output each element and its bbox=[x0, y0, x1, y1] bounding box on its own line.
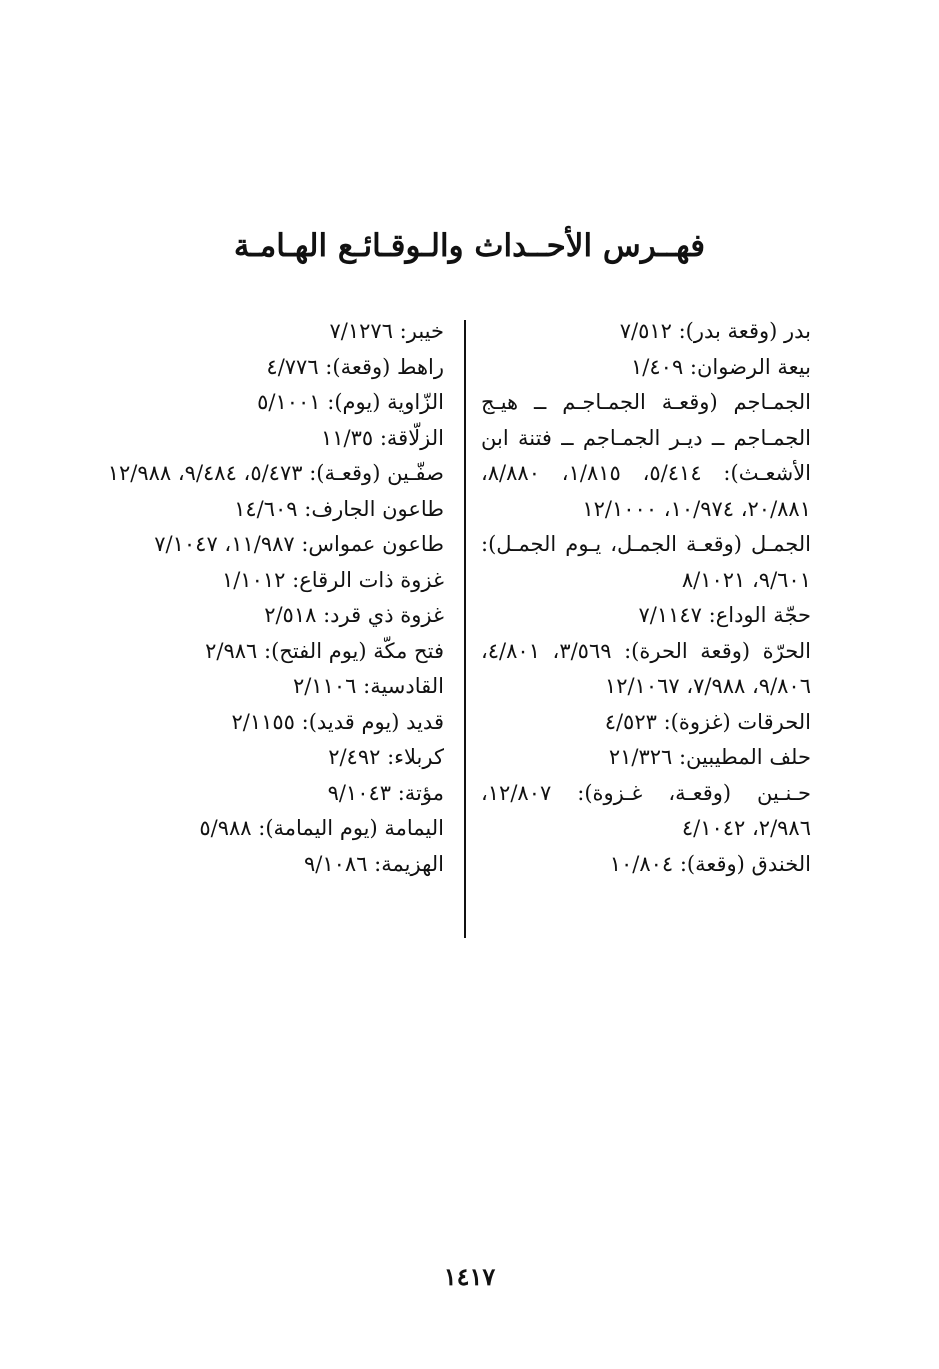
index-entry-text: فتح مكّة (يوم الفتح): ٢/٩٨٦ bbox=[205, 638, 444, 663]
index-column-left bbox=[104, 314, 444, 882]
index-entry-rahit bbox=[104, 350, 444, 386]
index-entry-al-harra bbox=[481, 634, 811, 705]
index-entry-text: القادسية: ٢/١١٠٦ bbox=[292, 674, 444, 698]
page-title: فهــرس الأحــداث والـوقـائـع الهـامـة bbox=[233, 228, 706, 264]
index-entry-al-zallaqa bbox=[104, 421, 444, 457]
index-entry-bayat-al-ridwan bbox=[481, 350, 811, 386]
index-entry-dhat-al-riqa bbox=[104, 563, 444, 599]
index-entry-al-huruqat bbox=[481, 705, 811, 741]
index-entry-text: غزوة ذي قرد: ٢/٥١٨ bbox=[264, 603, 444, 627]
index-entry-al-qadisiyya bbox=[104, 669, 444, 705]
index-entry-hajjat-al-wada bbox=[481, 598, 811, 634]
index-entry-al-hazima bbox=[104, 847, 444, 883]
index-entry-text: الزلّاقة: ١١/٣٥ bbox=[320, 425, 444, 450]
index-entry-fath-makka bbox=[104, 634, 444, 670]
page-number: ١٤١٧ bbox=[443, 1262, 496, 1291]
index-entry-al-yamama bbox=[104, 811, 444, 847]
index-entry-text: الحرقات (غزوة): ٤/٥٢٣ bbox=[604, 709, 811, 734]
index-entry-al-jamajim bbox=[481, 385, 811, 527]
index-entry-text: بدر (وقعة بدر): ٧/٥١٢ bbox=[619, 319, 811, 343]
index-entry-text: طاعون عمواس: ١١/٩٨٧، ٧/١٠٤٧ bbox=[154, 532, 444, 556]
index-entry-text: حجّة الوداع: ٧/١١٤٧ bbox=[638, 603, 811, 627]
index-entry-al-khandaq bbox=[481, 847, 811, 883]
index-entry-hunayn bbox=[481, 776, 811, 847]
index-entry-text: صفّـين (وقعـة): ٥/٤٧٣، ٩/٤٨٤، ١٢/٩٨٨ bbox=[107, 461, 444, 485]
index-entry-text: كربلاء: ٢/٤٩٢ bbox=[328, 745, 444, 769]
index-entry-text: مؤتة: ٩/١٠٤٣ bbox=[327, 780, 444, 805]
index-entry-text: طاعون الجارف: ١٤/٦٠٩ bbox=[234, 496, 444, 521]
index-entry-text: حلف المطيبين: ٢١/٣٢٦ bbox=[608, 745, 811, 769]
index-entry-khaybar bbox=[104, 314, 444, 350]
index-entry-text: الجمـاجم (وقعـة الجمـاجـم ــ هيـج الجمـاجم ــ ديـر الجمـاجم ــ فتنة ابن الأشعـث): ٥/٤١٤، ١/٨١٥، ٨/٨٨٠، ٢٠/٨٨١، ١٠/٩٧٤، ١٢/١٠٠٠ bbox=[481, 390, 812, 521]
index-entry-qudayd bbox=[104, 705, 444, 741]
index-entry-text: الزّاوية (يوم): ٥/١٠٠١ bbox=[257, 390, 444, 414]
index-entry-al-zawiya bbox=[104, 385, 444, 421]
index-entry-hilf-al-mutayyibin bbox=[481, 740, 811, 776]
index-entry-text: الخندق (وقعة): ١٠/٨٠٤ bbox=[609, 851, 811, 876]
column-divider bbox=[464, 320, 466, 938]
index-entry-taun-al-jarif bbox=[104, 492, 444, 528]
index-column-right bbox=[481, 314, 811, 882]
index-entry-taun-amwas bbox=[104, 527, 444, 563]
index-entry-text: قديد (يوم قديد): ٢/١١٥٥ bbox=[231, 709, 444, 734]
index-entry-text: راهط (وقعة): ٤/٧٧٦ bbox=[266, 354, 444, 379]
index-entry-mutah bbox=[104, 776, 444, 812]
index-entry-text: الهزيمة: ٩/١٠٨٦ bbox=[304, 851, 444, 876]
index-entry-text: حـنـين (وقعـة، غـزوة): ١٢/٨٠٧، ٢/٩٨٦، ٤/١٠٤٢ bbox=[481, 780, 811, 840]
index-entry-text: بيعة الرضوان: ١/٤٠٩ bbox=[631, 354, 811, 379]
index-entry-badr bbox=[481, 314, 811, 350]
index-entry-al-jamal bbox=[481, 527, 811, 598]
index-entry-text: خيبر: ٧/١٢٧٦ bbox=[329, 319, 444, 343]
index-entry-text: الحرّة (وقعة الحرة): ٣/٥٦٩، ٤/٨٠١، ٩/٨٠٦، ٧/٩٨٨، ١٢/١٠٦٧ bbox=[481, 638, 812, 698]
index-entry-text: اليمامة (يوم اليمامة): ٥/٩٨٨ bbox=[199, 816, 444, 840]
index-entry-dhi-qarad bbox=[104, 598, 444, 634]
index-entry-text: الجمـل (وقعـة الجمـل، يـوم الجمـل): ٩/٦٠١، ٨/١٠٢١ bbox=[481, 532, 811, 592]
index-entry-text: غزوة ذات الرقاع: ١/١٠١٢ bbox=[221, 567, 444, 592]
index-entry-karbala bbox=[104, 740, 444, 776]
index-entry-siffin bbox=[104, 456, 444, 492]
